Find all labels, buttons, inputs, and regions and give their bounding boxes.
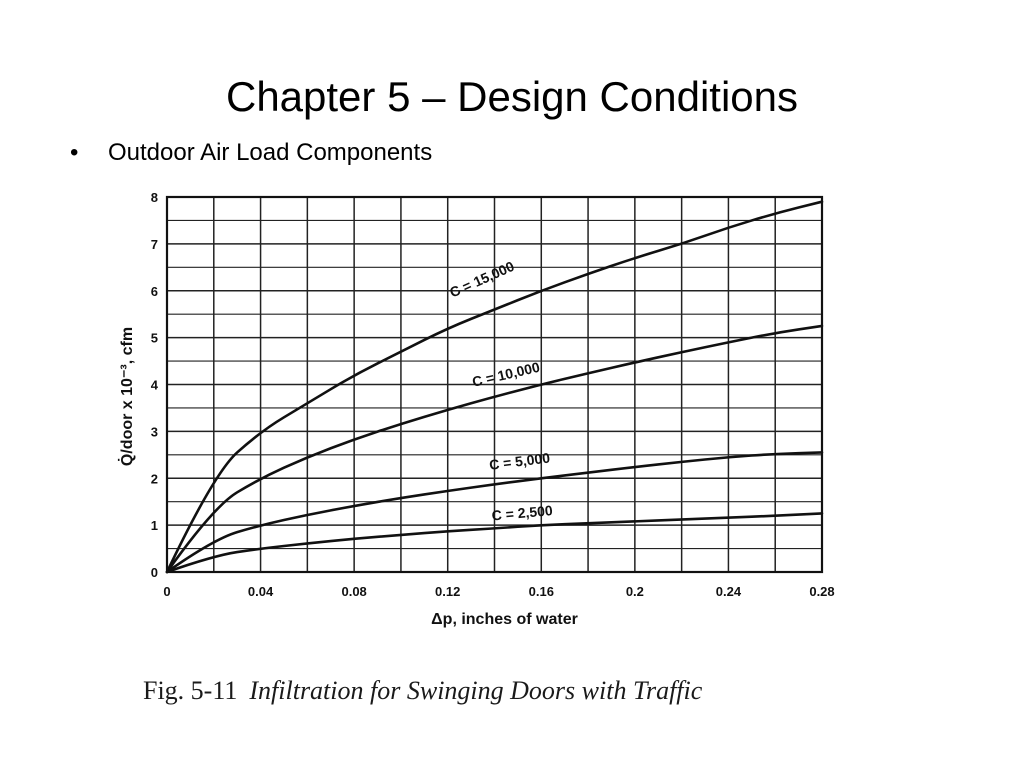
curve-label: C = 5,000 <box>488 449 551 473</box>
y-tick-label: 6 <box>150 283 158 299</box>
x-tick-label: 0.16 <box>528 584 554 599</box>
figure-caption <box>143 674 702 708</box>
y-axis-label: Q̇/door x 10⁻³, cfm <box>119 326 136 467</box>
y-tick-label: 3 <box>150 424 158 440</box>
y-tick-label: 4 <box>150 377 158 393</box>
caption-number: Fig. 5-11 <box>143 676 238 705</box>
x-tick-label: 0.04 <box>247 584 274 599</box>
y-tick-label: 5 <box>150 330 158 346</box>
x-tick-label: 0.2 <box>625 584 644 599</box>
caption-title: Infiltration for Swinging Doors with Traffic <box>249 676 703 705</box>
curve-label: C = 15,000 <box>447 257 517 301</box>
bullet-symbol: • <box>70 139 79 166</box>
y-tick-label: 7 <box>150 236 158 252</box>
x-axis-label: Δp, inches of water <box>431 611 578 628</box>
curve-label: C = 2,500 <box>491 502 554 524</box>
x-tick-label: 0.12 <box>435 584 461 599</box>
x-tick-label: 0 <box>163 584 171 599</box>
slide-title: Chapter 5 – Design Conditions <box>225 73 798 120</box>
x-tick-label: 0.28 <box>809 584 835 599</box>
y-tick-label: 2 <box>150 471 158 487</box>
bullet-text: Outdoor Air Load Components <box>108 139 433 166</box>
curve-label: C = 10,000 <box>470 358 542 390</box>
chart-ticks <box>151 190 835 599</box>
x-tick-label: 0.08 <box>341 584 367 599</box>
y-tick-label: 1 <box>150 518 158 534</box>
y-tick-label: 8 <box>150 190 158 205</box>
y-tick-label: 0 <box>150 565 158 580</box>
x-tick-label: 0.24 <box>715 584 742 599</box>
